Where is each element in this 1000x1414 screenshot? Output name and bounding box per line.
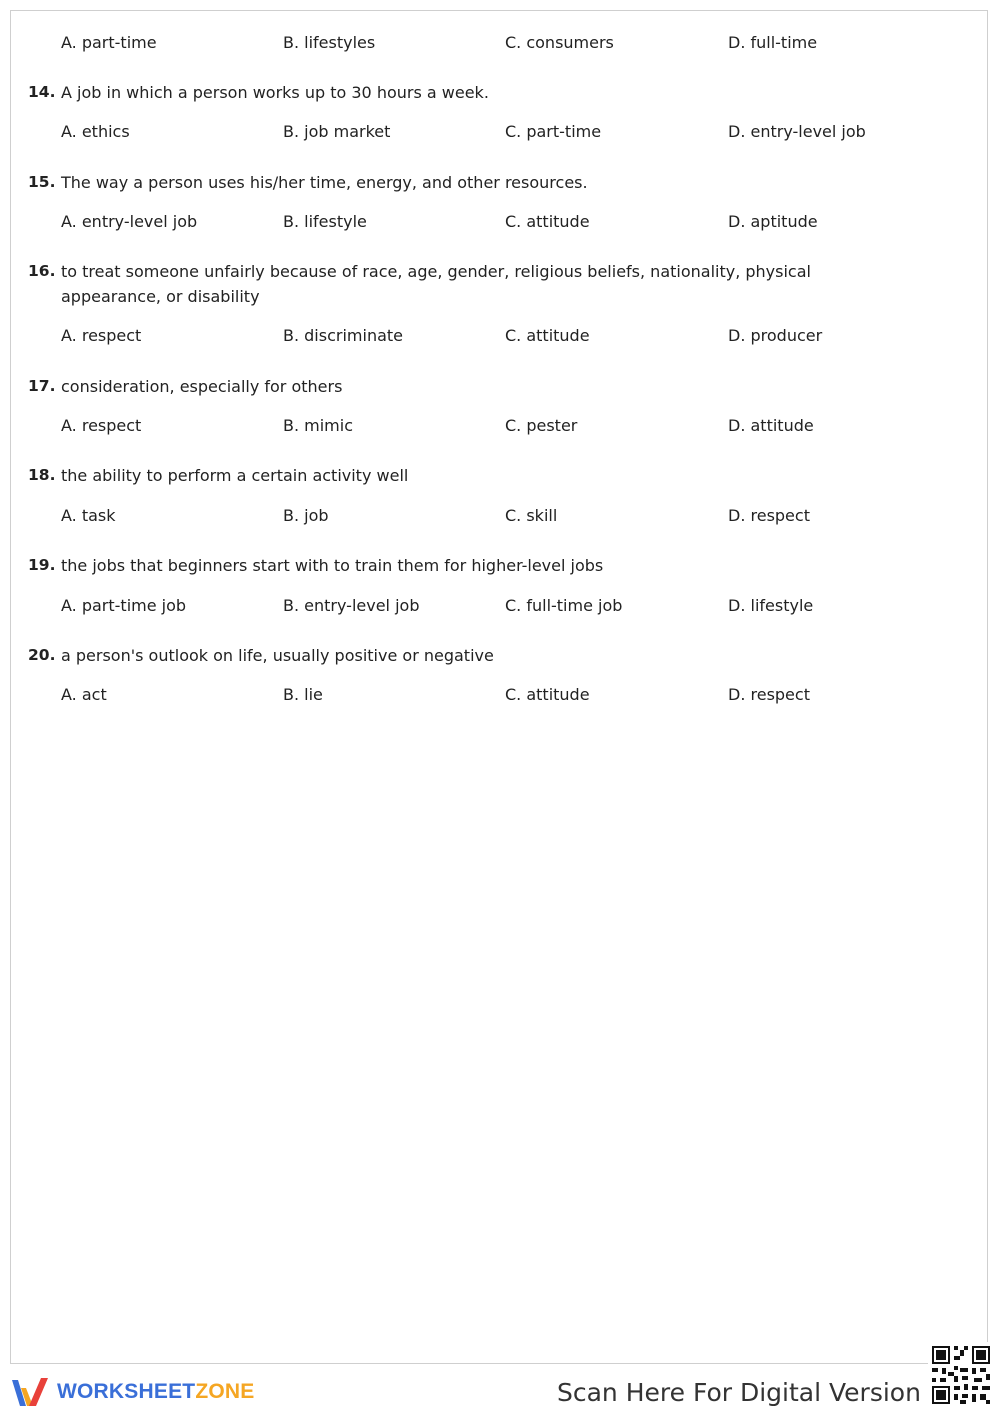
option-b[interactable]: B. job market <box>283 122 391 141</box>
option-b[interactable]: B. discriminate <box>283 326 403 345</box>
question-17 <box>28 374 928 399</box>
question-text: The way a person uses his/her time, energy, and other resources. <box>61 173 588 192</box>
scan-digital-version-label: Scan Here For Digital Version <box>557 1378 921 1407</box>
question-14 <box>28 80 928 105</box>
option-d[interactable]: D. lifestyle <box>728 596 814 615</box>
option-d[interactable]: D. entry-level job <box>728 122 866 141</box>
option-a[interactable]: A. ethics <box>61 122 130 141</box>
question-18 <box>28 463 928 488</box>
option-a[interactable]: A. part-time <box>61 33 157 52</box>
logo-w-icon <box>10 1376 50 1410</box>
option-b[interactable]: B. lie <box>283 685 323 704</box>
question-14-options <box>61 120 961 144</box>
question-number: 15. <box>28 173 56 191</box>
option-a[interactable]: A. respect <box>61 326 142 345</box>
logo-word-worksheet: WORKSHEET <box>57 1380 196 1403</box>
question-number: 17. <box>28 377 56 395</box>
question-text: A job in which a person works up to 30 hours a week. <box>61 83 489 102</box>
option-b[interactable]: B. lifestyles <box>283 33 376 52</box>
option-c[interactable]: C. consumers <box>505 33 614 52</box>
option-d[interactable]: D. producer <box>728 326 823 345</box>
option-b[interactable]: B. lifestyle <box>283 212 367 231</box>
question-text: the jobs that beginners start with to train them for higher-level jobs <box>61 556 604 575</box>
option-c[interactable]: C. attitude <box>505 326 590 345</box>
option-d[interactable]: D. attitude <box>728 416 814 435</box>
option-d[interactable]: D. respect <box>728 685 810 704</box>
option-c[interactable]: C. attitude <box>505 212 590 231</box>
option-b[interactable]: B. entry-level job <box>283 596 420 615</box>
question-number: 18. <box>28 466 56 484</box>
worksheet-page <box>10 10 988 1364</box>
question-17-options <box>61 414 961 438</box>
option-a[interactable]: A. entry-level job <box>61 212 198 231</box>
question-16-options <box>61 324 961 348</box>
question-20 <box>28 643 928 668</box>
worksheetzone-logo[interactable] <box>10 1374 270 1410</box>
question-number: 16. <box>28 262 56 280</box>
question-number: 20. <box>28 646 56 664</box>
question-13-options <box>61 31 961 55</box>
option-b[interactable]: B. mimic <box>283 416 354 435</box>
question-number: 14. <box>28 83 56 101</box>
question-text: to treat someone unfairly because of race, age, gender, religious beliefs, nationality, physical appearance, or disability <box>61 262 811 306</box>
option-a[interactable]: A. part-time job <box>61 596 187 615</box>
option-b[interactable]: B. job <box>283 506 329 525</box>
option-a[interactable]: A. respect <box>61 416 142 435</box>
option-d[interactable]: D. respect <box>728 506 810 525</box>
question-16 <box>28 259 928 309</box>
option-c[interactable]: C. skill <box>505 506 558 525</box>
logo-word-zone: ZONE <box>195 1380 255 1403</box>
option-a[interactable]: A. task <box>61 506 116 525</box>
logo-text <box>57 1380 254 1404</box>
option-c[interactable]: C. part-time <box>505 122 602 141</box>
question-15-options <box>61 210 961 234</box>
question-20-options <box>61 683 961 707</box>
question-15 <box>28 170 928 195</box>
question-18-options <box>61 504 961 528</box>
question-text: a person's outlook on life, usually positive or negative <box>61 646 494 665</box>
question-text: the ability to perform a certain activity well <box>61 466 409 485</box>
question-19-options <box>61 594 961 618</box>
option-a[interactable]: A. act <box>61 685 107 704</box>
question-19 <box>28 553 928 578</box>
option-c[interactable]: C. attitude <box>505 685 590 704</box>
option-c[interactable]: C. pester <box>505 416 578 435</box>
option-c[interactable]: C. full-time job <box>505 596 623 615</box>
qr-code-icon[interactable] <box>928 1342 994 1408</box>
question-text: consideration, especially for others <box>61 377 343 396</box>
question-number: 19. <box>28 556 56 574</box>
option-d[interactable]: D. aptitude <box>728 212 818 231</box>
option-d[interactable]: D. full-time <box>728 33 818 52</box>
